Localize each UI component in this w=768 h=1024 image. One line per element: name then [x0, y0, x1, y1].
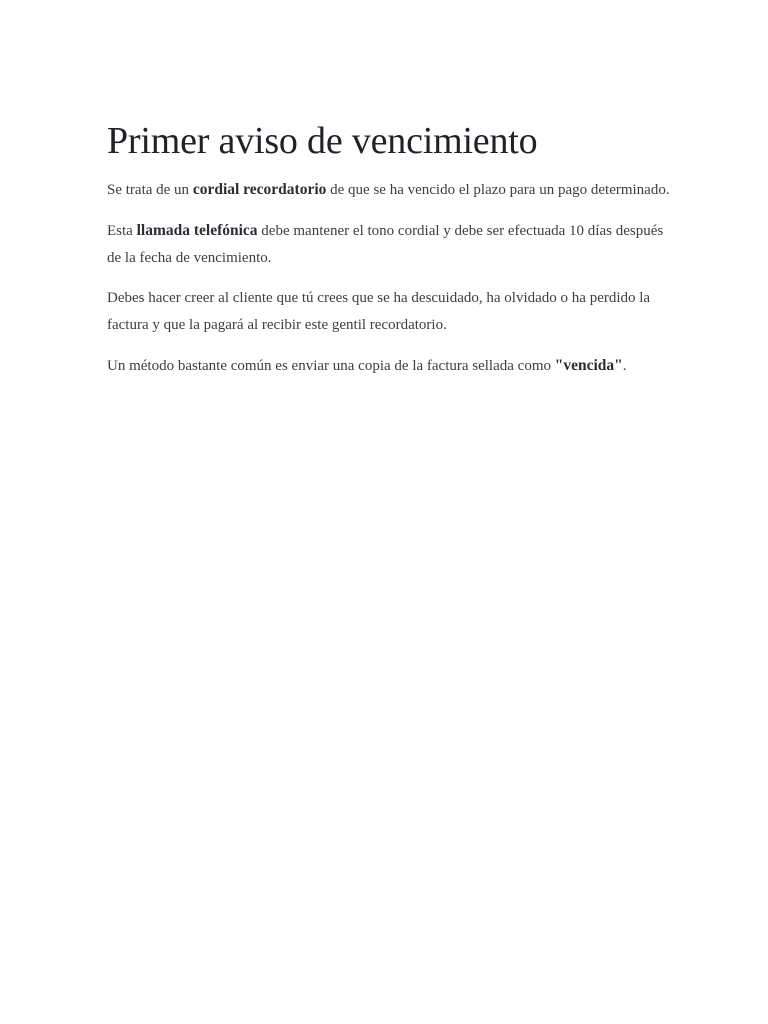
paragraph-4 — [107, 352, 677, 380]
paragraph-2-text-start: Esta — [107, 223, 137, 239]
paragraph-4-text-start: Un método bastante común es enviar una copia de la factura sellada como — [107, 358, 555, 374]
paragraph-1-bold-text: cordial recordatorio — [192, 181, 327, 198]
paragraph-4-bold-text: "vencida" — [554, 357, 623, 374]
paragraph-2-bold-text: llamada telefónica — [136, 222, 258, 239]
paragraph-1-text-end: de que se ha vencido el plazo para un pago determinado. — [326, 182, 670, 198]
document-page — [107, 118, 677, 393]
paragraph-3-text: Debes hacer creer al cliente que tú crees que se ha descuidado, ha olvidado o ha perdido la factura y que la pagará al recibir este gentil recordatorio. — [107, 290, 651, 333]
paragraph-4-text-end: . — [622, 358, 627, 374]
paragraph-2 — [107, 217, 677, 272]
paragraph-3 — [107, 285, 677, 339]
paragraph-1 — [107, 176, 677, 204]
page-title: Primer aviso de vencimiento — [107, 120, 538, 162]
paragraph-1-text-start: Se trata de un — [107, 182, 193, 198]
paragraph-2-text-end: debe mantener el tono cordial y debe ser efectuada 10 días después de la fecha de vencimiento. — [107, 223, 664, 266]
